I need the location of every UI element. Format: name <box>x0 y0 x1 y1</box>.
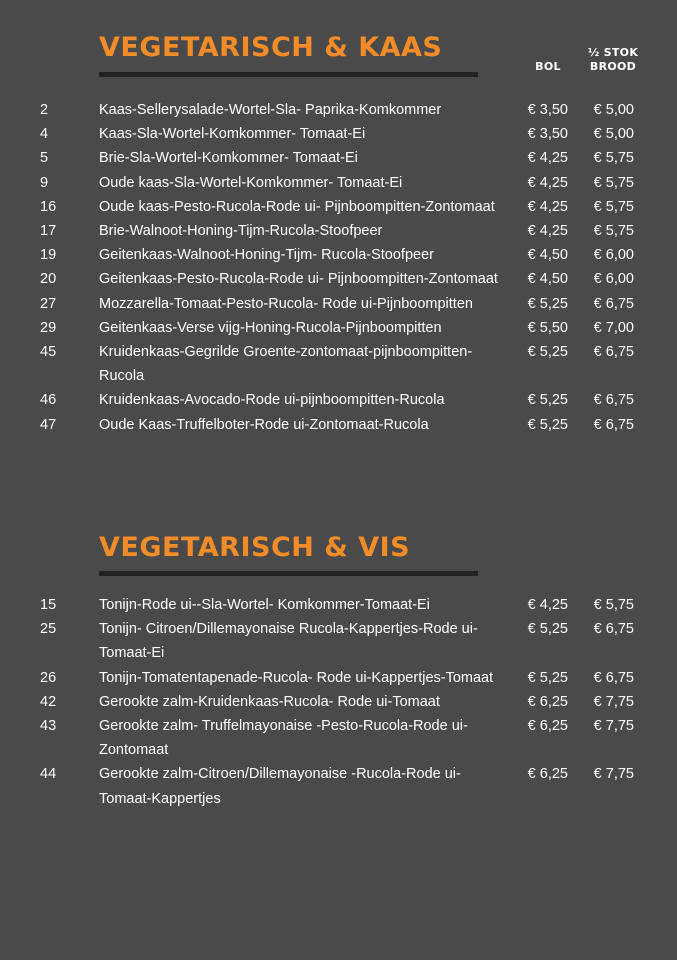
item-description: Oude kaas-Pesto-Rucola-Rode ui- Pijnboompitten-Zontomaat <box>99 198 495 215</box>
item-description: Tonijn-Rode ui--Sla-Wortel- Komkommer-Tomaat-Ei <box>99 597 430 613</box>
item-description: Brie-Walnoot-Honing-Tijm-Rucola-Stoofpeer <box>99 223 383 240</box>
price-half-stok: € 6,75 <box>593 295 634 312</box>
menu-item <box>0 171 677 195</box>
menu-item <box>0 617 677 665</box>
price-bol: € 3,50 <box>527 102 568 118</box>
title-underline <box>99 571 478 576</box>
price-bol: € 5,25 <box>527 344 568 361</box>
price-bol: € 4,25 <box>527 150 568 167</box>
price-bol: € 6,25 <box>527 718 568 735</box>
item-description: Kruidenkaas-Gegrilde Groente-zontomaat-pijnboompitten-Rucola <box>99 344 473 385</box>
menu-item <box>0 340 677 388</box>
item-number: 17 <box>40 223 57 240</box>
price-bol: € 6,25 <box>527 693 568 710</box>
item-number: 4 <box>40 126 49 143</box>
item-number: 16 <box>40 198 57 215</box>
item-description: Mozzarella-Tomaat-Pesto-Rucola- Rode ui-Pijnboompitten <box>99 295 473 312</box>
price-bol: € 4,50 <box>527 271 568 288</box>
item-number: 47 <box>40 416 57 433</box>
item-description: Kaas-Sellerysalade-Wortel-Sla- Paprika-Komkommer <box>99 102 442 118</box>
price-half-stok: € 6,75 <box>593 344 634 361</box>
item-number: 43 <box>40 718 57 735</box>
item-number: 9 <box>40 174 49 191</box>
price-bol: € 4,25 <box>527 174 568 191</box>
price-half-stok: € 6,00 <box>593 247 634 264</box>
price-bol: € 4,25 <box>527 198 568 215</box>
item-description: Tonijn- Citroen/Dillemayonaise Rucola-Kappertjes-Rode ui-Tomaat-Ei <box>99 621 478 662</box>
price-half-stok: € 7,75 <box>593 693 634 710</box>
price-half-stok: € 6,75 <box>593 621 634 638</box>
section-title: VEGETARISCH & KAAS <box>99 32 443 63</box>
section-title: VEGETARISCH & VIS <box>99 532 411 563</box>
price-half-stok: € 6,75 <box>593 392 634 409</box>
menu-item <box>0 388 677 412</box>
menu-item <box>0 292 677 316</box>
price-half-stok: € 5,75 <box>593 174 634 191</box>
price-bol: € 5,25 <box>527 295 568 312</box>
menu-item <box>0 267 677 291</box>
price-half-stok: € 6,75 <box>593 669 634 686</box>
item-description: Gerookte zalm-Citroen/Dillemayonaise -Rucola-Rode ui-Tomaat-Kappertjes <box>99 766 461 807</box>
item-description: Brie-Sla-Wortel-Komkommer- Tomaat-Ei <box>99 150 358 167</box>
price-bol: € 5,25 <box>527 416 568 433</box>
item-description: Oude kaas-Sla-Wortel-Komkommer- Tomaat-Ei <box>99 174 403 191</box>
column-header-bol: BOL <box>535 60 561 73</box>
item-number: 29 <box>40 319 57 336</box>
item-number: 42 <box>40 693 57 710</box>
price-half-stok: € 5,00 <box>593 102 634 118</box>
price-bol: € 4,25 <box>527 223 568 240</box>
menu-item <box>0 219 677 243</box>
price-half-stok: € 6,00 <box>593 271 634 288</box>
menu-item <box>0 413 677 437</box>
price-half-stok: € 5,75 <box>593 150 634 167</box>
price-bol: € 4,50 <box>527 247 568 264</box>
item-number: 45 <box>40 344 57 361</box>
column-header-brood: BROOD <box>589 60 637 73</box>
item-number: 25 <box>40 621 57 638</box>
menu-list <box>0 98 677 437</box>
item-number: 19 <box>40 247 57 264</box>
menu-list <box>0 593 677 811</box>
price-half-stok: € 7,75 <box>593 718 634 735</box>
menu-item <box>0 666 677 690</box>
price-bol: € 4,25 <box>527 597 568 613</box>
menu-item <box>0 98 677 122</box>
price-half-stok: € 5,75 <box>593 597 634 613</box>
menu-item <box>0 593 677 617</box>
item-description: Gerookte zalm- Truffelmayonaise -Pesto-Rucola-Rode ui-Zontomaat <box>99 718 468 759</box>
price-half-stok: € 7,75 <box>593 766 634 783</box>
menu-item <box>0 243 677 267</box>
price-half-stok: € 5,75 <box>593 198 634 215</box>
menu-item <box>0 714 677 762</box>
price-bol: € 5,25 <box>527 621 568 638</box>
item-description: Kaas-Sla-Wortel-Komkommer- Tomaat-Ei <box>99 126 366 143</box>
item-number: 2 <box>40 102 49 118</box>
price-half-stok: € 6,75 <box>593 416 634 433</box>
item-description: Oude Kaas-Truffelboter-Rode ui-Zontomaat-Rucola <box>99 416 429 433</box>
price-bol: € 5,25 <box>527 392 568 409</box>
price-bol: € 3,50 <box>527 126 568 143</box>
item-description: Gerookte zalm-Kruidenkaas-Rucola- Rode ui-Tomaat <box>99 693 440 710</box>
item-number: 5 <box>40 150 49 167</box>
item-description: Kruidenkaas-Avocado-Rode ui-pijnboompitten-Rucola <box>99 392 445 409</box>
item-description: Geitenkaas-Pesto-Rucola-Rode ui- Pijnboompitten-Zontomaat <box>99 271 498 288</box>
item-number: 44 <box>40 766 57 783</box>
item-description: Tonijn-Tomatentapenade-Rucola- Rode ui-Kappertjes-Tomaat <box>99 669 494 686</box>
item-description: Geitenkaas-Verse vijg-Honing-Rucola-Pijnboompitten <box>99 319 442 336</box>
menu-item <box>0 122 677 146</box>
price-half-stok: € 5,75 <box>593 223 634 240</box>
price-bol: € 6,25 <box>527 766 568 783</box>
price-half-stok: € 7,00 <box>593 319 634 336</box>
item-description: Geitenkaas-Walnoot-Honing-Tijm- Rucola-Stoofpeer <box>99 247 434 264</box>
price-bol: € 5,25 <box>527 669 568 686</box>
title-underline <box>99 72 478 77</box>
item-number: 26 <box>40 669 57 686</box>
item-number: 15 <box>40 597 57 613</box>
item-number: 46 <box>40 392 57 409</box>
price-bol: € 5,50 <box>527 319 568 336</box>
price-half-stok: € 5,00 <box>593 126 634 143</box>
menu-item <box>0 195 677 219</box>
column-header-half-stok: ½ STOK <box>587 46 639 59</box>
menu-item <box>0 146 677 170</box>
item-number: 27 <box>40 295 57 312</box>
menu-item <box>0 690 677 714</box>
menu-item <box>0 762 677 810</box>
item-number: 20 <box>40 271 57 288</box>
menu-item <box>0 316 677 340</box>
